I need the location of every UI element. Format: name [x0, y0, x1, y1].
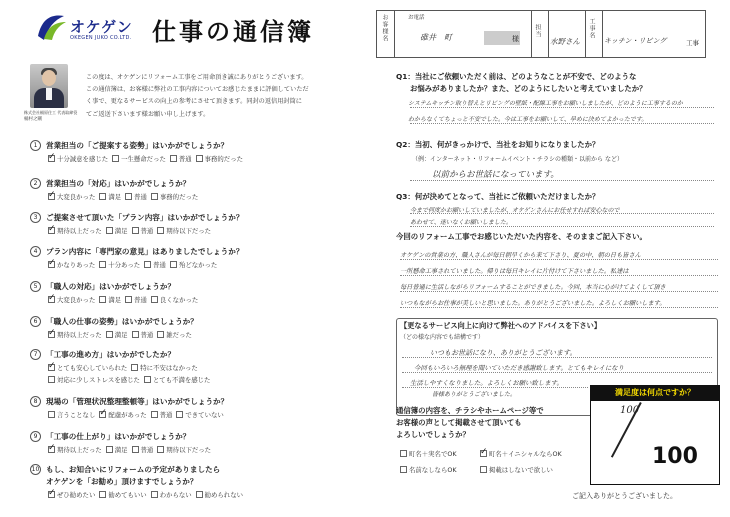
impression-answer-1: オケゲンの営業の方、職人さんが毎日朝早くから来て下さり、夏の中、朝の日も皆さん — [400, 252, 641, 259]
empty-box-icon[interactable] — [132, 446, 139, 453]
empty-box-icon[interactable] — [132, 227, 139, 234]
advice-title: 【更なるサービス向上に向けて弊社へのアドバイスを下さい】 — [400, 321, 602, 330]
empty-box-icon[interactable] — [106, 227, 113, 234]
staff-value: 水野さん — [550, 37, 580, 46]
option-label: 普通 — [140, 331, 154, 339]
option-label: できていない — [185, 411, 224, 419]
question-number: 9 — [30, 431, 41, 442]
option-checkbox[interactable] — [99, 410, 146, 419]
consent-option[interactable] — [480, 465, 553, 474]
option-checkbox[interactable] — [48, 226, 102, 235]
option-checkbox[interactable] — [170, 154, 192, 163]
rating-handwritten: 100 — [620, 405, 640, 416]
option-checkbox[interactable] — [151, 410, 173, 419]
option-label: 普通 — [159, 411, 173, 419]
q1-line1: Q1：当社にご依頼いただく前は、どのようなことが不安で、どのような — [396, 72, 637, 81]
question-number: 4 — [30, 246, 41, 257]
option-label: 大変良かった — [57, 296, 96, 304]
consent-option[interactable] — [480, 449, 562, 458]
question-options — [48, 363, 198, 372]
option-label: わからない — [159, 491, 192, 499]
empty-box-icon[interactable] — [132, 331, 139, 338]
impression-answer-2: 一所懸命工事されていました。帰りは毎日キレイに片付けて下さいました。私達は — [400, 268, 629, 275]
option-label: 満足 — [114, 227, 128, 235]
option-checkbox[interactable] — [48, 260, 95, 269]
option-checkbox[interactable] — [99, 192, 121, 201]
checked-box-icon[interactable] — [48, 261, 55, 268]
option-checkbox[interactable] — [48, 375, 140, 384]
consent-title-3: よろしいでしょうか？ — [396, 430, 470, 439]
option-label: 大変良かった — [57, 193, 96, 201]
consent-option-label: 町名＋イニシャルならOK — [489, 450, 562, 458]
option-checkbox[interactable] — [48, 490, 95, 499]
option-label: 言うことなし — [57, 411, 96, 419]
option-checkbox[interactable] — [151, 490, 192, 499]
option-label: 普通 — [140, 446, 154, 454]
option-checkbox[interactable] — [99, 260, 140, 269]
consent-option[interactable] — [400, 465, 457, 474]
option-label: 雑だった — [166, 331, 192, 339]
checked-box-icon[interactable] — [99, 411, 106, 418]
question-number: 6 — [30, 316, 41, 327]
option-checkbox[interactable] — [157, 226, 211, 235]
question-text: ご提案させて頂いた「プラン内容」はいかがでしょうか？ — [46, 213, 244, 222]
question-text: プラン内容に「専門家の意見」はありましたでしょうか？ — [46, 247, 244, 256]
option-checkbox[interactable] — [170, 260, 217, 269]
question-text: 営業担当の「ご提案する姿勢」はいかがでしょうか？ — [46, 141, 229, 150]
option-label: 満足 — [114, 331, 128, 339]
advice-answer-3: 生活しやすくなりました。よろしくお願い致します。 — [410, 379, 563, 387]
option-checkbox[interactable] — [157, 330, 192, 339]
option-label: 事務的だった — [159, 193, 199, 201]
empty-box-icon[interactable] — [125, 193, 132, 200]
question-options — [48, 330, 192, 339]
question-options — [48, 154, 243, 163]
question-options-row2 — [48, 375, 210, 384]
option-label: 配慮があった — [108, 411, 147, 419]
option-label: とても安心していられた — [57, 364, 128, 372]
advice-answer-1: いつもお世話になり、ありがとうございます。 — [430, 349, 577, 357]
option-checkbox[interactable] — [99, 490, 146, 499]
checked-box-icon[interactable] — [48, 364, 55, 371]
question-text: もし、お知合いにリフォームの予定がありましたら — [46, 465, 221, 474]
empty-box-icon[interactable] — [157, 331, 164, 338]
page-title: 仕事の通信簿 — [152, 18, 314, 46]
empty-box-icon[interactable] — [170, 261, 177, 268]
option-checkbox[interactable] — [132, 330, 154, 339]
consent-title-2: お客様の声として掲載させて頂いても — [396, 418, 522, 427]
option-checkbox[interactable] — [48, 445, 102, 454]
representative-role: 株式会社桶原住工 代表取締役 — [24, 110, 78, 115]
option-label: 事務的だった — [204, 155, 243, 163]
question-text: 「工事の進め方」はいかがでしたか？ — [46, 350, 176, 359]
checked-box-icon[interactable] — [48, 331, 55, 338]
empty-box-icon[interactable] — [170, 155, 177, 162]
empty-box-icon[interactable] — [196, 491, 203, 498]
question-options — [48, 192, 198, 201]
question-options — [48, 490, 243, 499]
option-checkbox[interactable] — [48, 330, 102, 339]
empty-box-icon[interactable] — [157, 446, 164, 453]
question-number: 10 — [31, 466, 40, 473]
option-label: 満足 — [114, 446, 128, 454]
empty-box-icon[interactable] — [125, 296, 132, 303]
option-checkbox[interactable] — [99, 295, 121, 304]
impression-answer-4: いつもながらお仕事が美しいと思いました。ありがとうございました。よろしくお願いします。 — [400, 300, 666, 307]
empty-box-icon[interactable] — [151, 193, 158, 200]
q1-line2: お悩みがありましたか？また、どのようにしたいと考えていましたか？ — [410, 84, 647, 93]
advice-answer-4: 皆様ありがとうございました。 — [432, 391, 517, 398]
consent-option-label: 掲載はしないで欲しい — [489, 466, 553, 474]
staff-label: 担当 — [534, 24, 541, 38]
option-checkbox[interactable] — [48, 410, 95, 419]
option-label: 勧められない — [204, 491, 243, 499]
checked-box-icon[interactable] — [48, 193, 55, 200]
okegen-logo-icon — [34, 12, 68, 42]
option-label: 普通 — [178, 155, 192, 163]
q2-sub: （例：インターネット・リフォームイベント・チラシの種類・以前から など） — [412, 156, 623, 163]
option-label: 普通 — [153, 261, 166, 269]
empty-box-icon[interactable] — [48, 376, 55, 383]
empty-box-icon[interactable] — [151, 491, 158, 498]
empty-box-icon[interactable] — [144, 376, 151, 383]
question-text-line2: オケゲンを「お勧め」頂けますでしょうか？ — [46, 477, 198, 486]
q2-answer: 以前からお世話になっています。 — [432, 170, 559, 180]
question-number: 7 — [30, 349, 41, 360]
option-label: ぜひ勧めたい — [57, 491, 96, 499]
option-label: 期待以下だった — [166, 446, 212, 454]
checked-box-icon[interactable] — [48, 227, 55, 234]
option-label: 期待以上だった — [57, 331, 102, 339]
option-label: 満足 — [108, 296, 122, 304]
empty-box-icon[interactable] — [106, 446, 113, 453]
option-label: 普通 — [134, 296, 147, 304]
option-checkbox[interactable] — [131, 363, 198, 372]
work-suffix: 工事 — [686, 39, 699, 47]
q2-line1: Q2：当初、何がきっかけで、当社をお知りになりましたか？ — [396, 140, 600, 149]
impression-title: 今回のリフォーム工事でお感じいただいた内容を、そのままご記入下さい。 — [396, 232, 647, 241]
option-checkbox[interactable] — [151, 192, 198, 201]
option-checkbox[interactable] — [176, 410, 223, 419]
question-options — [48, 410, 224, 419]
option-label: 特に不安はなかった — [140, 364, 198, 372]
customer-name-value: 碓井 町 — [420, 33, 452, 42]
empty-box-icon[interactable] — [99, 261, 106, 268]
checked-box-icon[interactable] — [48, 296, 55, 303]
consent-option-label: 町名＋実名でOK — [409, 450, 457, 458]
customer-name-label: お客様名 — [381, 14, 388, 42]
checked-box-icon[interactable] — [48, 155, 55, 162]
brand-name-en: OKEGEN JUKO CO.LTD. — [70, 35, 132, 41]
option-label: とても不満を感じた — [152, 376, 211, 384]
question-text: 営業担当の「対応」はいかがでしょうか？ — [46, 179, 191, 188]
question-text: 「職人の対応」はいかがでしょうか？ — [46, 282, 176, 291]
option-checkbox[interactable] — [48, 363, 127, 372]
option-checkbox[interactable] — [196, 490, 243, 499]
question-text: 「工事の仕上がり」はいかがでしょうか？ — [46, 432, 191, 441]
q3-answer-2: あわせて、迷いなくお願いしました。 — [410, 219, 512, 226]
option-checkbox[interactable] — [106, 330, 128, 339]
honorific: 様 — [512, 35, 519, 43]
option-checkbox[interactable] — [132, 445, 154, 454]
option-checkbox[interactable] — [125, 295, 147, 304]
empty-box-icon[interactable] — [151, 296, 158, 303]
option-label: かなりあった — [57, 261, 96, 269]
option-checkbox[interactable] — [106, 445, 128, 454]
q1-answer-1: システムキッチン取り替えとリビングの壁紙・配線工事をお願いしましたが、どのように工事するのか — [408, 100, 683, 107]
q1-answer-2: わからなくてちょっと不安でした。今は工事をお願いして、早めに決めてよかったです。 — [408, 116, 648, 123]
question-text: 現場の「管理状況整理整頓等」はいかがでしょうか？ — [46, 397, 229, 406]
option-checkbox[interactable] — [48, 295, 95, 304]
empty-box-icon[interactable] — [480, 466, 487, 473]
option-label: 対応に少しストレスを感じた — [57, 376, 140, 384]
empty-box-icon[interactable] — [131, 364, 138, 371]
option-label: 勧めてもいい — [108, 491, 147, 499]
option-checkbox[interactable] — [48, 154, 108, 163]
option-checkbox[interactable] — [196, 154, 243, 163]
q3-answer-1: 今まで何度かお願いしていましたが、オケゲンさんにお任せすれば安心なので — [410, 207, 620, 214]
option-label: 一生懸命だった — [121, 155, 166, 163]
question-options — [48, 295, 198, 304]
option-checkbox[interactable] — [144, 375, 211, 384]
option-label: 十分あった — [108, 261, 141, 269]
checked-box-icon[interactable] — [48, 446, 55, 453]
checked-box-icon[interactable] — [480, 450, 487, 457]
option-label: 期待以下だった — [166, 227, 212, 235]
question-number: 1 — [30, 140, 41, 151]
representative-photo — [30, 64, 68, 108]
empty-box-icon[interactable] — [151, 411, 158, 418]
question-number: 8 — [30, 396, 41, 407]
brand-name: オケゲン — [70, 18, 133, 36]
option-label: 期待以上だった — [57, 446, 102, 454]
intro-text: この度は、オケゲンにリフォーム工事をご用命頂き誠にありがとうございます。 この通信簿は、お客様に弊社の工事内容についてお感じたままに評価していただ く事で、更なるサービスの向上の参考にさせて頂きます。同封の返信用封筒に てご返送下さいます様お願い申し上げます。 — [86, 74, 309, 118]
consent-title-1: 通信簿の内容を、チラシやホームページ等で — [396, 406, 544, 415]
option-checkbox[interactable] — [132, 226, 154, 235]
empty-box-icon[interactable] — [99, 296, 106, 303]
option-label: 満足 — [108, 193, 122, 201]
empty-box-icon[interactable] — [400, 466, 407, 473]
option-label: 普通 — [140, 227, 154, 235]
question-options — [48, 445, 211, 454]
work-label: 工事名 — [588, 18, 595, 39]
option-label: 良くなかった — [159, 296, 199, 304]
consent-option-label: 名前なしならOK — [409, 466, 457, 474]
option-checkbox[interactable] — [106, 226, 128, 235]
advice-sub: （どの様な内容でも結構です） — [400, 334, 485, 341]
thanks-text: ご記入ありがとうございました。 — [572, 492, 677, 500]
option-label: 期待以上だった — [57, 227, 102, 235]
empty-box-icon[interactable] — [99, 491, 106, 498]
phone-label: お電話 — [408, 15, 425, 21]
option-checkbox[interactable] — [48, 192, 95, 201]
option-checkbox[interactable] — [125, 192, 147, 201]
representative-name: 桶村之剛 — [24, 117, 42, 122]
option-checkbox[interactable] — [112, 154, 166, 163]
empty-box-icon[interactable] — [176, 411, 183, 418]
empty-box-icon[interactable] — [112, 155, 119, 162]
rating-label: 満足度は何点ですか？ — [590, 385, 720, 401]
question-number: 5 — [30, 281, 41, 292]
empty-box-icon[interactable] — [144, 261, 151, 268]
option-checkbox[interactable] — [157, 445, 211, 454]
empty-box-icon[interactable] — [106, 331, 113, 338]
option-label: 殆どなかった — [178, 261, 218, 269]
empty-box-icon[interactable] — [400, 450, 407, 457]
empty-box-icon[interactable] — [48, 411, 55, 418]
consent-option[interactable] — [400, 449, 457, 458]
checked-box-icon[interactable] — [48, 491, 55, 498]
rating-value: 100 — [652, 444, 698, 469]
question-text: 「職人の仕事の姿勢」はいかがでしょうか？ — [46, 317, 198, 326]
option-label: 十分誠意を感じた — [57, 155, 109, 163]
option-checkbox[interactable] — [144, 260, 166, 269]
option-label: 普通 — [134, 193, 147, 201]
option-checkbox[interactable] — [151, 295, 198, 304]
question-options — [48, 260, 217, 269]
advice-answer-2: 今回もいろいろ無理を聞いていただき感謝致します。とてもキレイになり — [414, 364, 624, 372]
question-options — [48, 226, 211, 235]
question-number: 2 — [30, 178, 41, 189]
question-number: 3 — [30, 212, 41, 223]
empty-box-icon[interactable] — [99, 193, 106, 200]
work-value: キッチン・リビング — [604, 37, 667, 45]
empty-box-icon[interactable] — [196, 155, 203, 162]
impression-answer-3: 毎日普通に生活しながらリフォームすることができました。今回、本当に心がけてよくして頂き — [400, 284, 666, 291]
q3-line1: Q3：何が決めてとなって、当社にご依頼いただけましたか？ — [396, 192, 600, 201]
empty-box-icon[interactable] — [157, 227, 164, 234]
